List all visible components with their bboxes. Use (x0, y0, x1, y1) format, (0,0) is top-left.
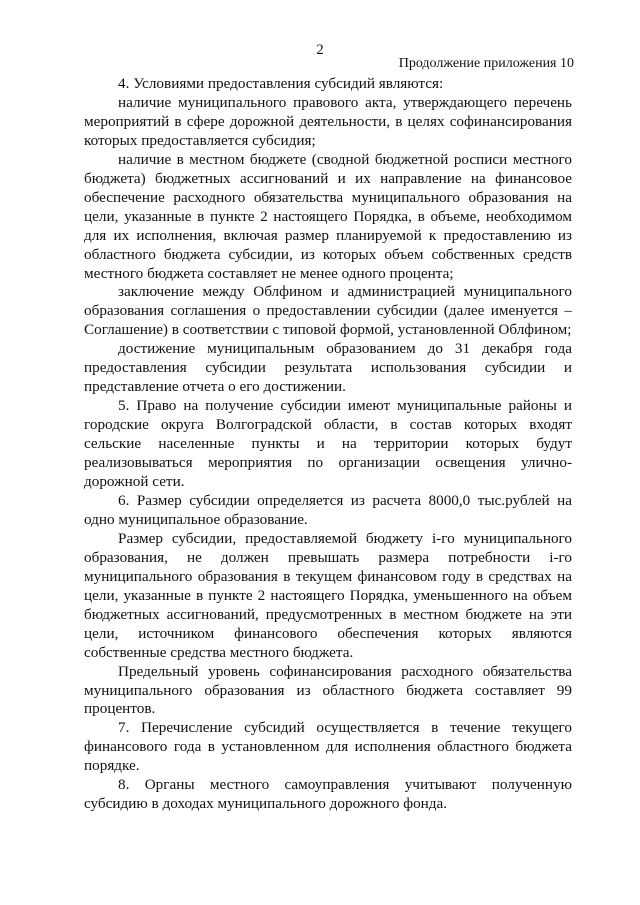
paragraph-condition-budget: наличие в местном бюджете (сводной бюджетной росписи местного бюджета) бюджетных ассигнований и их направление на финансовое обеспечение расходного обязательства муниципального образования на цели, указанные в пункте 2 настоящего Порядка, в объеме, необходимом для их исполнения, включая размер планируемой к предоставлению из областного бюджета субсидии, из которых объем собственных средств местного бюджета составляет не менее одного процента; (84, 150, 572, 282)
appendix-continuation-note: Продолжение приложения 10 (398, 56, 574, 71)
paragraph-cofinancing-level: Предельный уровень софинансирования расходного обязательства муниципального образования из областного бюджета составляет 99 процентов. (84, 662, 572, 718)
paragraph-4-conditions: 4. Условиями предоставления субсидий являются: (118, 75, 444, 92)
paragraph-7-transfer: 7. Перечисление субсидий осуществляется в течение текущего финансового года в установленном для исполнения областного бюджета порядке. (84, 719, 572, 775)
paragraph-8-accounting: 8. Органы местного самоуправления учитывают полученную субсидию в доходах муниципального дорожного фонда. (84, 776, 572, 813)
paragraph-subsidy-limit: Размер субсидии, предоставляемой бюджету i-го муниципального образования, не должен превышать размера потребности i-го муниципального образования в текущем финансовом году в средствах на цели, указанные в пункте 2 настоящего Порядка, уменьшенного на объем бюджетных ассигнований, предусмотренных в местном бюджете на эти цели, источником финансового обеспечения которых являются собственные средства местного бюджета. (84, 529, 572, 661)
document-body (84, 75, 572, 814)
paragraph-5-eligibility: 5. Право на получение субсидии имеют муниципальные районы и городские округа Волгоградской области, в состав которых входят сельские населенные пункты и на территории которых будут реализовываться мероприятия по организации освещения улично-дорожной сети. (84, 397, 572, 491)
paragraph-condition-result: достижение муниципальным образованием до 31 декабря года предоставления субсидии результата использования субсидии и представление отчета о его достижении. (84, 340, 572, 396)
paragraph-condition-agreement: заключение между Облфином и администрацией муниципального образования соглашения о предоставлении субсидии (далее именуется – Соглашение) в соответствии с типовой формой, установленной Облфином; (84, 283, 572, 339)
page-number: 2 (316, 42, 324, 58)
paragraph-condition-legal-act: наличие муниципального правового акта, утверждающего перечень мероприятий в сфере дорожной деятельности, в целях софинансирования которых предоставляется субсидия; (84, 93, 572, 149)
paragraph-6-amount: 6. Размер субсидии определяется из расчета 8000,0 тыс.рублей на одно муниципальное образование. (84, 491, 572, 528)
